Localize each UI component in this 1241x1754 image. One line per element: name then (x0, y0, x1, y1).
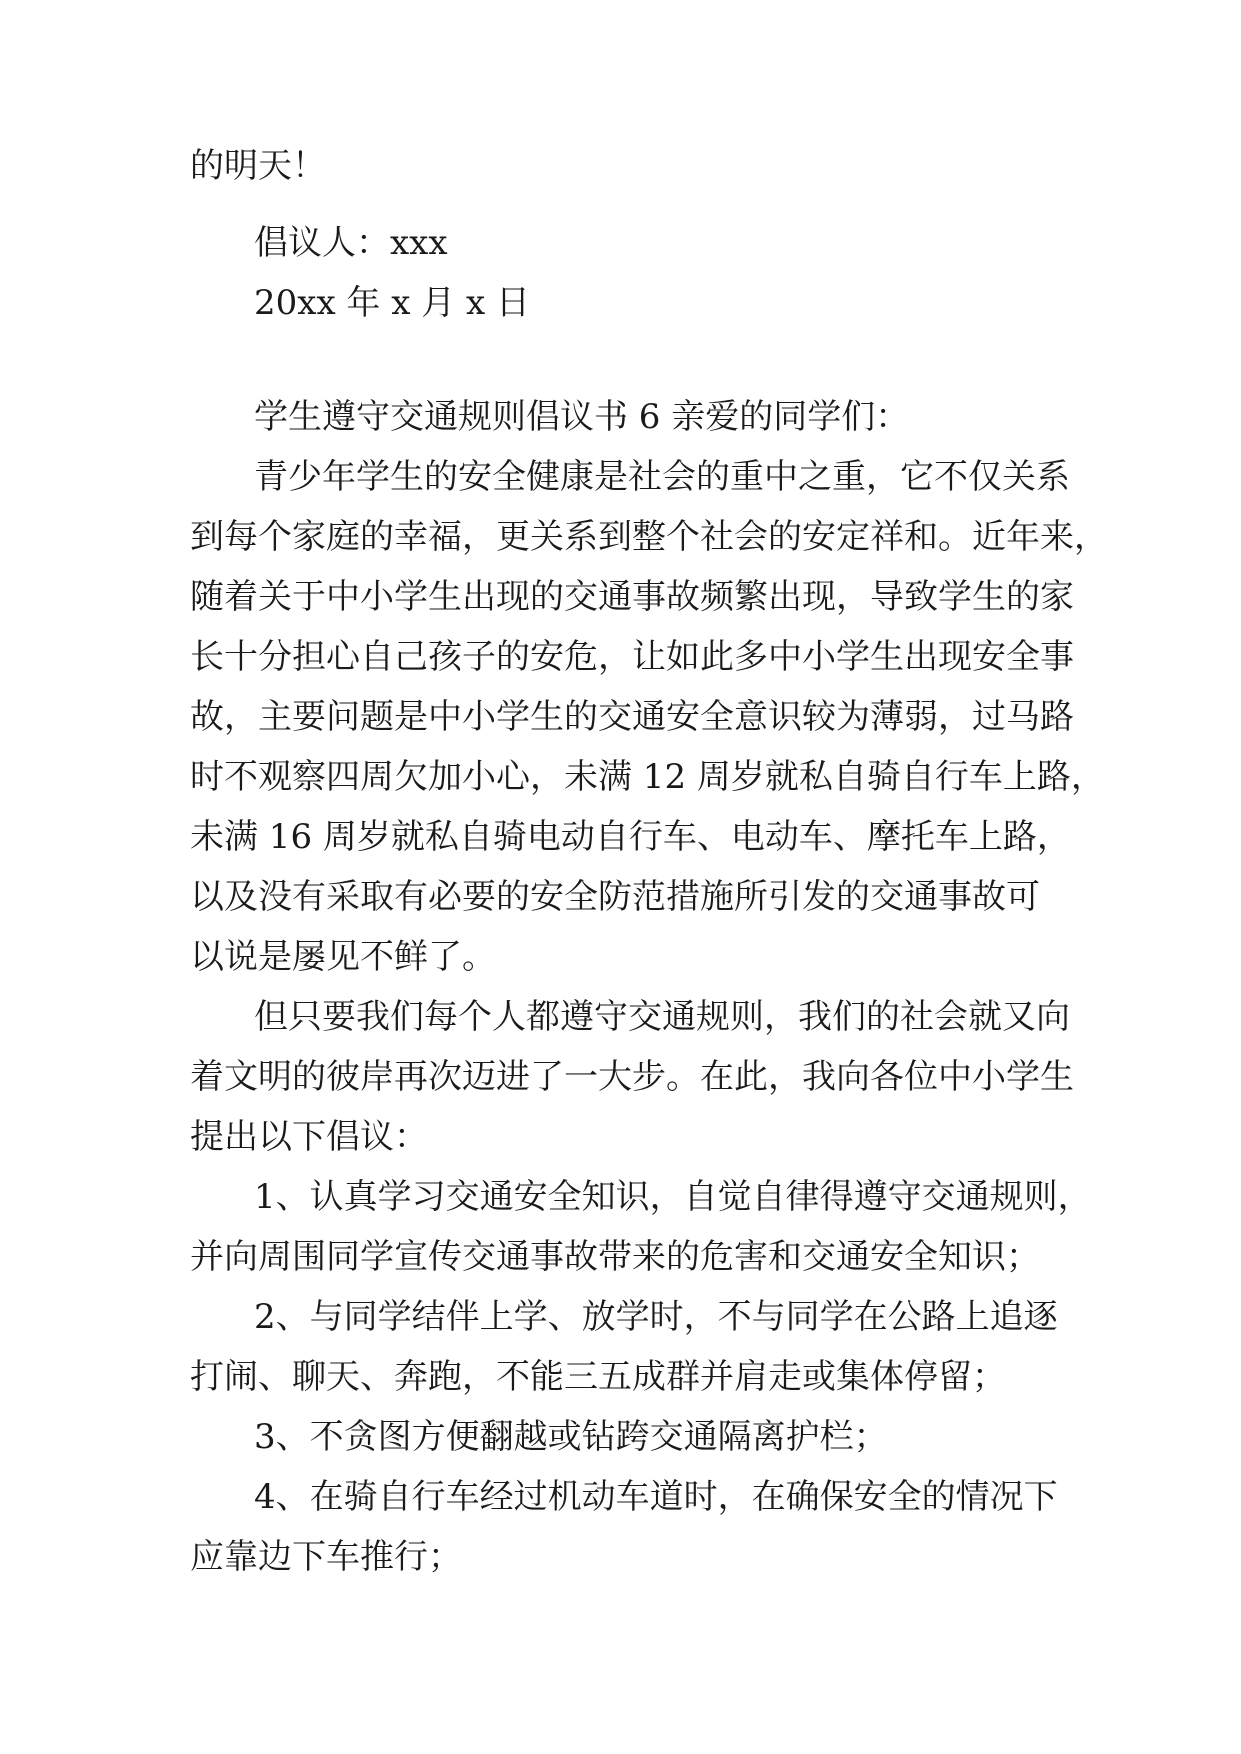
closing-line: 的明天！ (190, 146, 326, 186)
paragraph-line: 未满 16 周岁就私自骑电动自行车、电动车、摩托车上路， (190, 817, 1071, 857)
paragraph-line: 故，主要问题是中小学生的交通安全意识较为薄弱，过马路 (190, 697, 1074, 737)
list-item-continuation: 并向周围同学宣传交通事故带来的危害和交通安全知识； (190, 1237, 1040, 1277)
paragraph-line: 以说是屡见不鲜了。 (190, 937, 496, 977)
paragraph-line: 到每个家庭的幸福，更关系到整个社会的安定祥和。近年来， (190, 517, 1108, 557)
list-item-continuation: 应靠边下车推行； (190, 1537, 462, 1577)
paragraph-line: 时不观察四周欠加小心，未满 12 周岁就私自骑自行车上路， (190, 757, 1105, 797)
list-item: 1、认真学习交通安全知识，自觉自律得遵守交通规则， (254, 1177, 1092, 1217)
paragraph-line: 但只要我们每个人都遵守交通规则，我们的社会就又向 (254, 997, 1070, 1037)
list-item: 4、在骑自行车经过机动车道时，在确保安全的情况下 (254, 1477, 1058, 1517)
paragraph-line: 青少年学生的安全健康是社会的重中之重，它不仅关系 (254, 457, 1070, 497)
document-heading: 学生遵守交通规则倡议书 6 亲爱的同学们： (254, 397, 910, 437)
paragraph-line: 随着关于中小学生出现的交通事故频繁出现，导致学生的家 (190, 577, 1074, 617)
list-item: 2、与同学结伴上学、放学时，不与同学在公路上追逐 (254, 1297, 1058, 1337)
paragraph-line: 提出以下倡议： (190, 1117, 428, 1157)
list-item: 3、不贪图方便翻越或钻跨交通隔离护栏； (254, 1417, 888, 1457)
paragraph-line: 以及没有采取有必要的安全防范措施所引发的交通事故可 (190, 877, 1040, 917)
paragraph-line: 着文明的彼岸再次迈进了一大步。在此，我向各位中小学生 (190, 1057, 1074, 1097)
signatory-line: 倡议人：xxx (254, 223, 448, 263)
date-line: 20xx 年 x 月 x 日 (254, 283, 531, 323)
list-item-continuation: 打闹、聊天、奔跑，不能三五成群并肩走或集体停留； (190, 1357, 1006, 1397)
paragraph-line: 长十分担心自己孩子的安危，让如此多中小学生出现安全事 (190, 637, 1074, 677)
